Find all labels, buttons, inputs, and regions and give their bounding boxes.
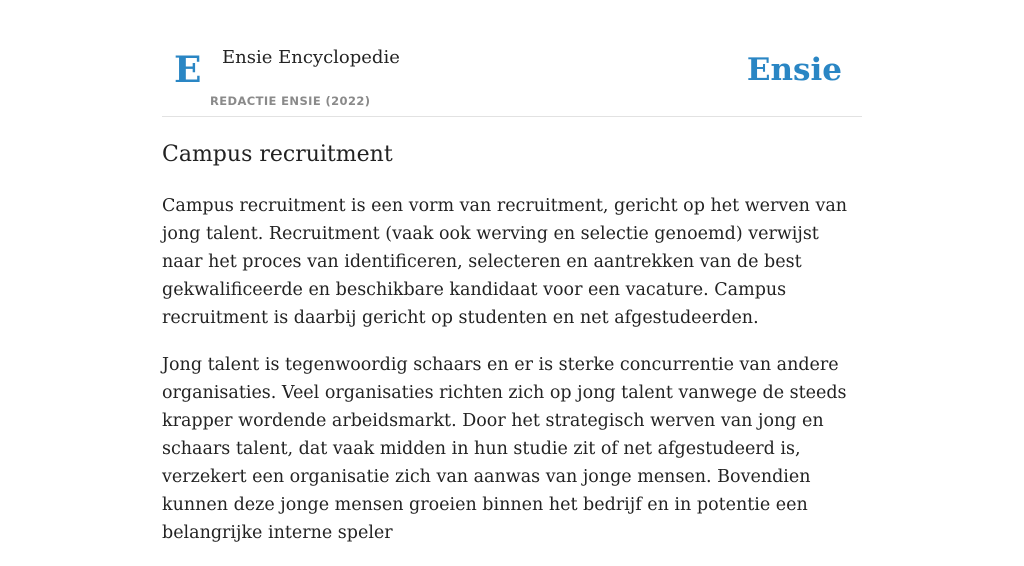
author-label: REDACTIE ENSIE (2022)	[210, 94, 371, 108]
article-paragraph: Campus recruitment is een vorm van recruitment, gericht op het werven van jong talent. Recruitment (vaak ook werving en selectie genoemd) verwijst naar het proces van identificeren, selecteren en aantrekken van de best gekwalificeerde en beschikbare kandidaat voor een vacature. Campus recruitment is daarbij gericht op studenten en net afgestudeerden.	[162, 196, 848, 328]
ensie-logo-icon[interactable]: E	[174, 49, 202, 91]
article-title: Campus recruitment	[162, 142, 393, 167]
article-body	[162, 192, 864, 566]
brand-logo[interactable]: Ensie	[746, 52, 842, 88]
site-header	[162, 36, 862, 117]
article-paragraph: Jong talent is tegenwoordig schaars en er is sterke concurrentie van andere organisaties. Veel organisaties richten zich op jong talent vanwege de steeds krapper wordende arbeidsmarkt. Door het strategisch werven van jong en schaars talent, dat vaak midden in hun studie zit of net afgestudeerd is, verzekert een organisatie zich van aanwas van jonge mensen. Bovendien kunnen deze jonge mensen groeien binnen het bedrijf en in potentie een belangrijke interne speler	[162, 355, 847, 543]
site-title[interactable]: Ensie Encyclopedie	[222, 47, 400, 68]
